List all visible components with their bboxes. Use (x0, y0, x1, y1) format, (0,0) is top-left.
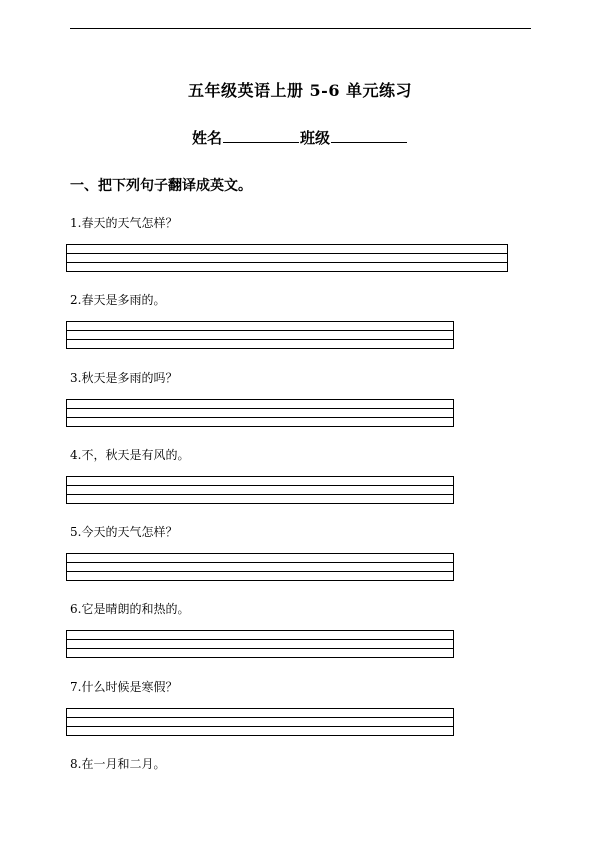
answer-line (67, 262, 507, 263)
answer-line (67, 717, 453, 718)
question-4: 4.不，秋天是有风的。 (70, 448, 190, 462)
name-label: 姓名 (191, 129, 222, 147)
answer-line (67, 485, 453, 486)
answer-line (67, 726, 453, 727)
class-label: 班级 (300, 129, 331, 147)
name-blank[interactable] (223, 127, 299, 143)
student-info-line (0, 127, 600, 148)
answer-line (67, 571, 453, 572)
class-blank[interactable] (331, 127, 407, 143)
answer-line (67, 639, 453, 640)
answer-line (67, 494, 453, 495)
question-3: 3.秋天是多雨的吗？ (70, 371, 178, 385)
worksheet-title: 五年级英语上册 5-6 单元练习 (187, 81, 413, 100)
answer-line (67, 417, 453, 418)
section-heading: 一、把下列句子翻译成英文。 (70, 178, 252, 194)
answer-box-7[interactable] (66, 708, 454, 736)
answer-line (67, 648, 453, 649)
answer-box-4[interactable] (66, 476, 454, 504)
answer-line (67, 253, 507, 254)
answer-box-2[interactable] (66, 321, 454, 349)
question-5: 5.今天的天气怎样？ (70, 525, 178, 539)
answer-line (67, 408, 453, 409)
header-rule (70, 28, 531, 29)
question-6: 6.它是晴朗的和热的。 (70, 602, 190, 616)
question-8: 8.在一月和二月。 (70, 757, 166, 771)
question-7: 7.什么时候是寒假？ (70, 680, 178, 694)
answer-box-3[interactable] (66, 399, 454, 427)
answer-box-5[interactable] (66, 553, 454, 581)
answer-box-6[interactable] (66, 630, 454, 658)
answer-line (67, 339, 453, 340)
question-1: 1.春天的天气怎样？ (70, 216, 178, 230)
answer-box-1[interactable] (66, 244, 508, 272)
answer-line (67, 562, 453, 563)
answer-line (67, 330, 453, 331)
question-2: 2.春天是多雨的。 (70, 293, 166, 307)
